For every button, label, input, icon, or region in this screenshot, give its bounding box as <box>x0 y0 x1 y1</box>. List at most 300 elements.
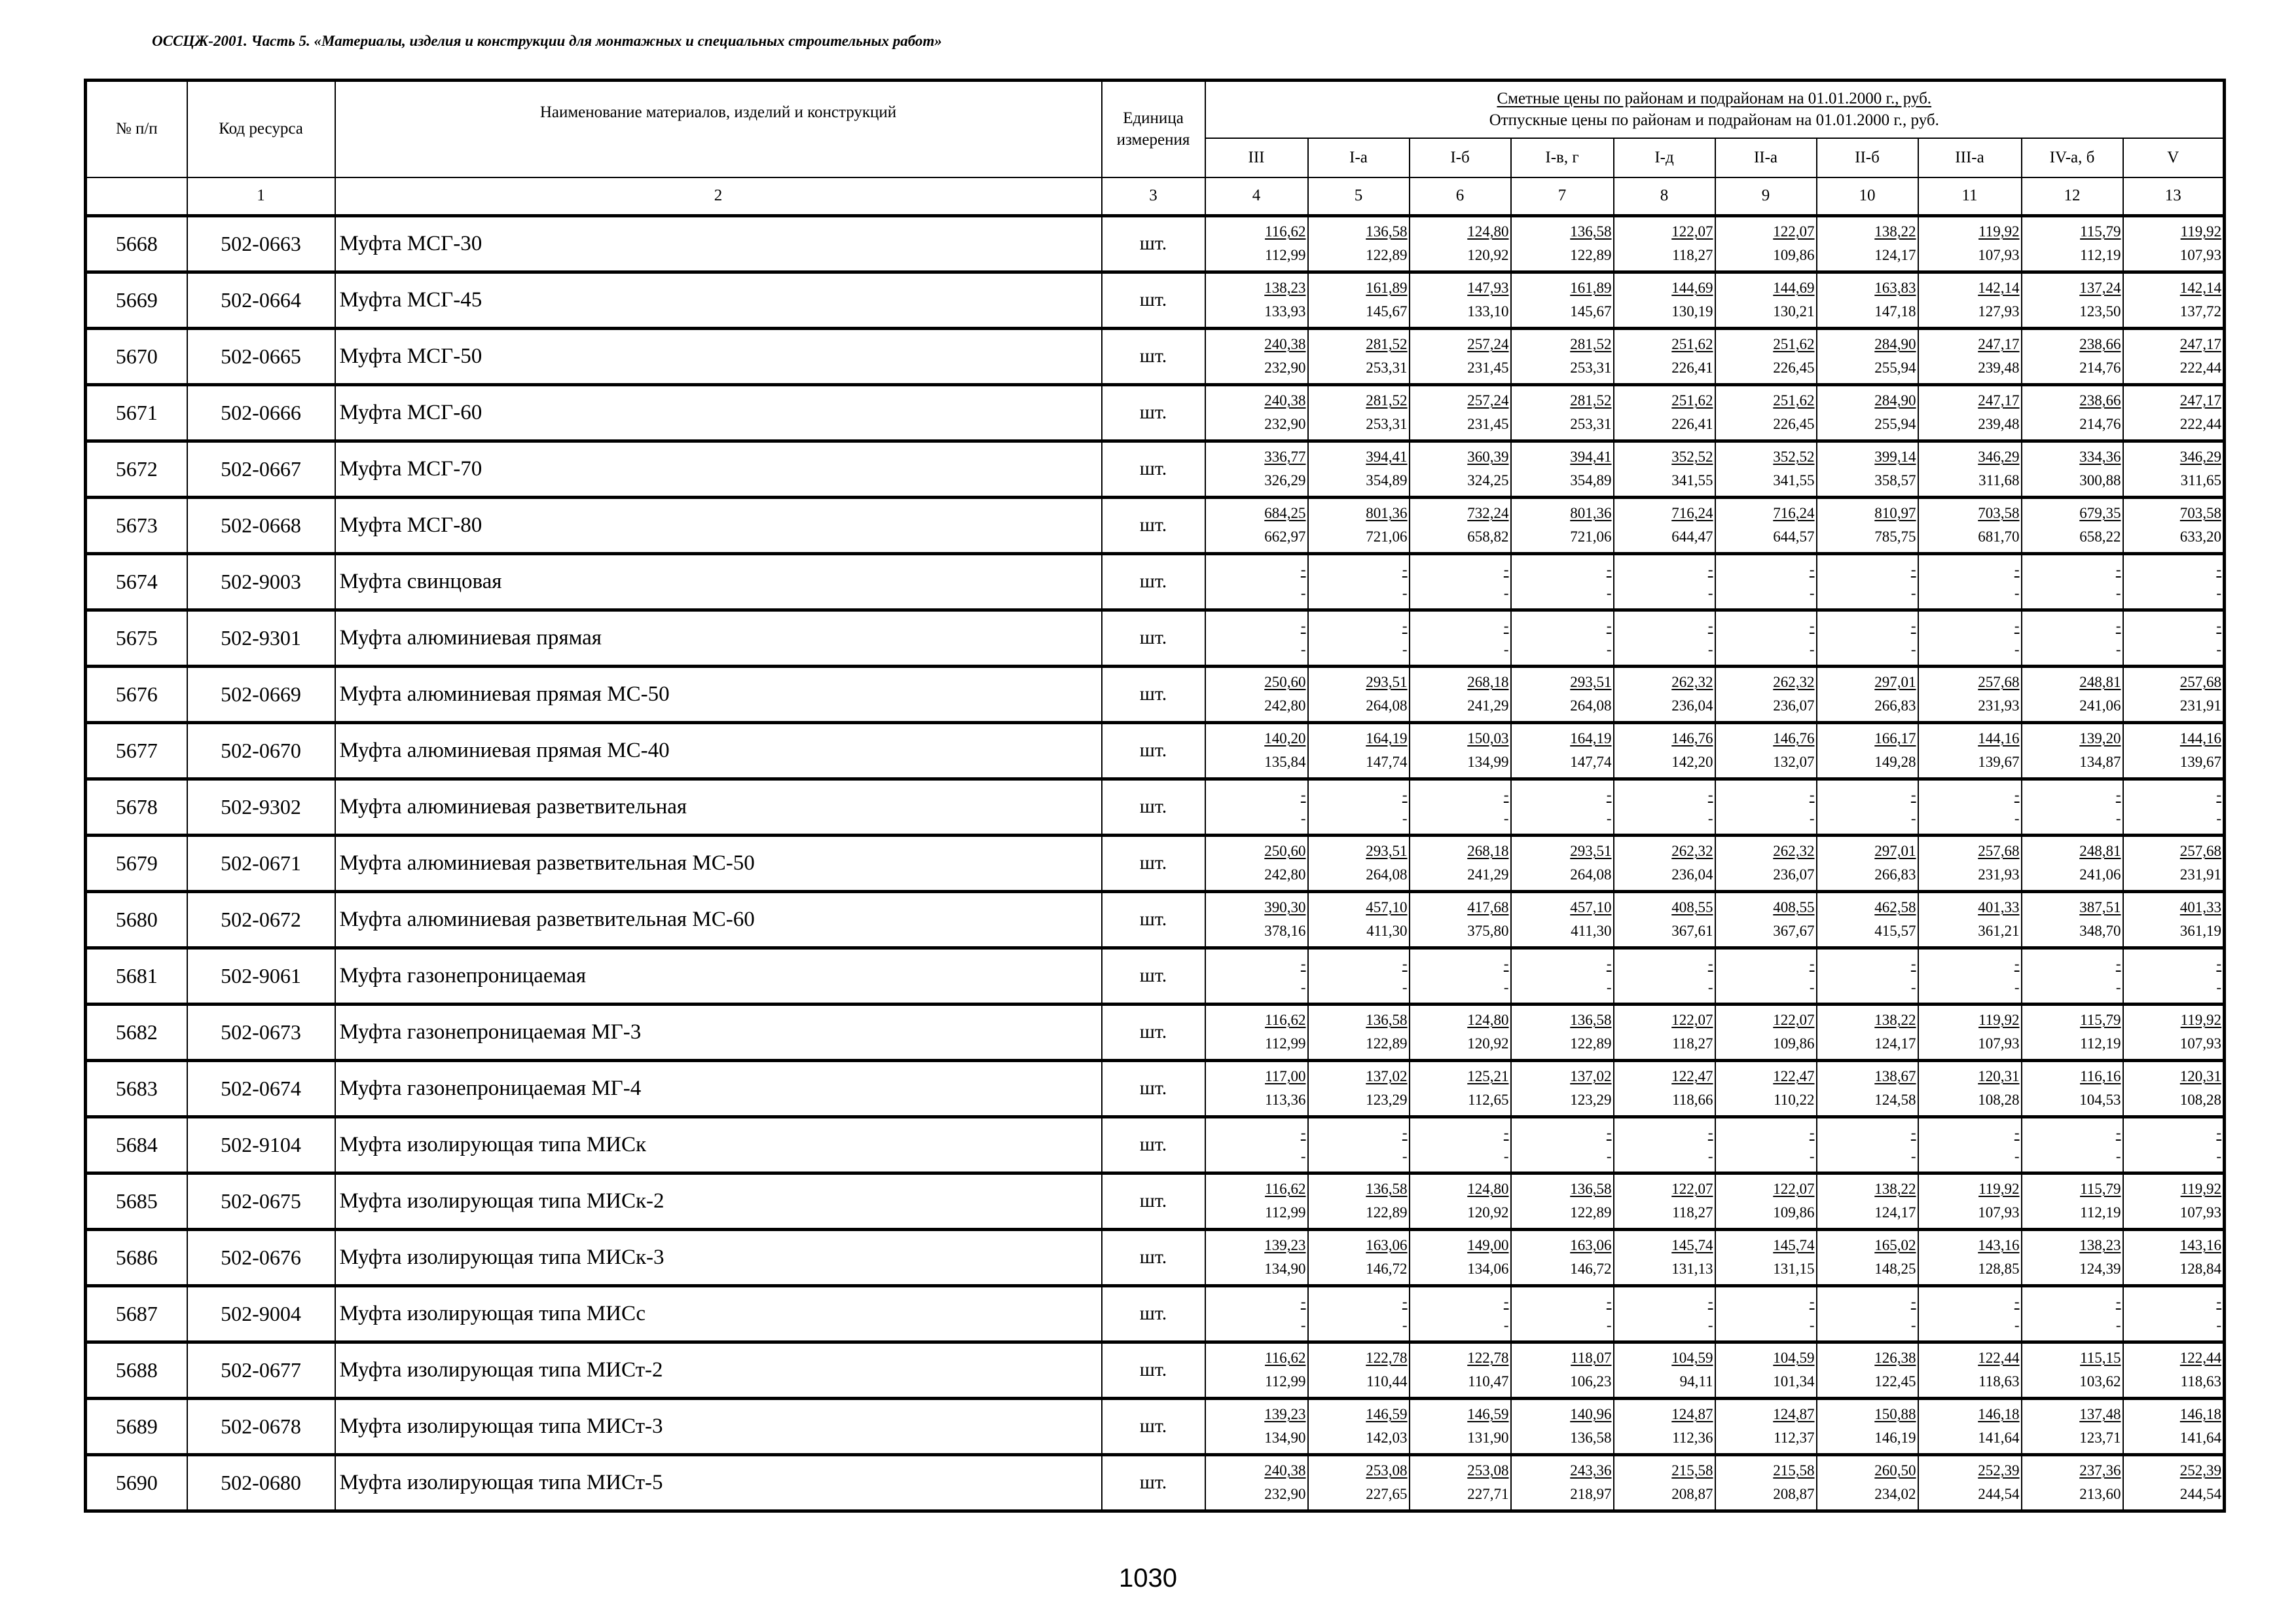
estimate-price: 164,19 <box>1570 730 1612 747</box>
price-cell <box>1511 328 1614 384</box>
release-price: 255,94 <box>1874 416 1916 432</box>
price-cell <box>2123 1004 2225 1060</box>
release-price: 130,21 <box>1773 303 1815 320</box>
release-price: 149,28 <box>1874 754 1916 770</box>
estimate-price: - <box>2014 1124 2020 1141</box>
estimate-price: - <box>1503 955 1509 972</box>
price-cell <box>2123 948 2225 1004</box>
material-name: Муфта алюминиевая разветвительная МС-60 <box>335 891 1102 948</box>
release-price: 253,31 <box>1366 360 1408 376</box>
release-price: - <box>2115 585 2121 601</box>
price-cell <box>2123 666 2225 722</box>
price-cell <box>1410 272 1511 328</box>
release-price: 134,99 <box>1467 754 1509 770</box>
release-price: - <box>1910 641 1916 657</box>
price-cell <box>1715 722 1817 779</box>
price-cell <box>2022 1285 2123 1342</box>
estimate-price: 136,58 <box>1366 223 1408 240</box>
estimate-price: 122,44 <box>1978 1350 2020 1366</box>
price-cell <box>1205 384 1308 441</box>
estimate-price: 138,23 <box>1264 280 1306 296</box>
release-price: 226,41 <box>1671 360 1713 376</box>
estimate-price: 122,07 <box>1773 1181 1815 1197</box>
release-price: 222,44 <box>2179 416 2222 432</box>
price-cell <box>1511 835 1614 891</box>
release-price: - <box>1809 810 1815 826</box>
price-title-release: Отпускные цены по районам и подрайонам на 01.01.2000 г., руб. <box>1489 111 1939 130</box>
estimate-price: 104,59 <box>1671 1350 1713 1366</box>
price-cell <box>1817 610 1918 666</box>
estimate-price: 250,60 <box>1264 674 1306 690</box>
price-cell <box>1511 1454 1614 1511</box>
price-cell <box>1817 1229 1918 1285</box>
price-cell <box>1918 553 2022 610</box>
price-cell <box>1410 1454 1511 1511</box>
estimate-price: 116,62 <box>1265 1350 1306 1366</box>
release-price: 122,89 <box>1570 247 1612 263</box>
estimate-price: 457,10 <box>1366 899 1408 915</box>
release-price: 122,89 <box>1366 247 1408 263</box>
release-price: - <box>2216 585 2222 601</box>
price-cell <box>1614 497 1715 553</box>
release-price: 109,86 <box>1773 1035 1815 1052</box>
estimate-price: - <box>1300 561 1306 578</box>
estimate-price: 401,33 <box>2179 899 2222 915</box>
release-price: 232,90 <box>1264 416 1306 432</box>
material-name: Муфта газонепроницаемая <box>335 948 1102 1004</box>
price-cell <box>1410 1060 1511 1116</box>
price-cell <box>1614 384 1715 441</box>
unit-of-measure: шт. <box>1102 1398 1205 1454</box>
estimate-price: 268,18 <box>1467 674 1509 690</box>
estimate-price: 243,36 <box>1570 1462 1612 1479</box>
price-cell <box>1308 891 1410 948</box>
price-cell <box>1308 835 1410 891</box>
estimate-price: 394,41 <box>1366 449 1408 465</box>
price-cell <box>1614 1454 1715 1511</box>
column-number-cell: 1 <box>187 177 335 216</box>
resource-code: 502-0674 <box>187 1060 335 1116</box>
material-name: Муфта свинцовая <box>335 553 1102 610</box>
release-price: - <box>1402 1317 1408 1333</box>
material-name: Муфта алюминиевая разветвительная <box>335 779 1102 835</box>
estimate-price: 252,39 <box>1978 1462 2020 1479</box>
release-price: 244,54 <box>2179 1486 2222 1502</box>
release-price: 107,93 <box>2179 247 2222 263</box>
price-cell <box>1614 891 1715 948</box>
release-price: 236,07 <box>1773 866 1815 883</box>
price-cell <box>1511 1398 1614 1454</box>
price-cell <box>1614 1229 1715 1285</box>
row-number: 5670 <box>86 328 187 384</box>
estimate-price: - <box>1606 786 1612 803</box>
price-cell <box>2022 272 2123 328</box>
price-cell <box>1817 272 1918 328</box>
estimate-price: - <box>1503 618 1509 634</box>
price-cell <box>1817 1116 1918 1173</box>
table-row <box>86 666 2225 722</box>
table-row <box>86 1454 2225 1511</box>
price-cell <box>2022 1454 2123 1511</box>
table-row <box>86 215 2225 272</box>
unit-of-measure: шт. <box>1102 666 1205 722</box>
estimate-price: - <box>2014 618 2020 634</box>
release-price: - <box>1402 1148 1408 1164</box>
release-price: 244,54 <box>1978 1486 2020 1502</box>
column-number-row <box>86 177 2225 216</box>
estimate-price: - <box>1809 561 1815 578</box>
release-price: - <box>1402 979 1408 995</box>
release-price: 311,65 <box>2180 472 2222 489</box>
column-number-cell: 13 <box>2123 177 2225 216</box>
unit-of-measure: шт. <box>1102 1173 1205 1229</box>
estimate-price: 124,80 <box>1467 1181 1509 1197</box>
price-cell <box>1205 272 1308 328</box>
price-cell <box>1308 1173 1410 1229</box>
price-cell <box>2022 1173 2123 1229</box>
estimate-price: 293,51 <box>1570 843 1612 859</box>
price-cell <box>1918 666 2022 722</box>
release-price: 132,07 <box>1773 754 1815 770</box>
release-price: - <box>1809 585 1815 601</box>
release-price: 123,29 <box>1366 1092 1408 1108</box>
estimate-price: - <box>1707 1293 1713 1310</box>
price-cell <box>1918 441 2022 497</box>
unit-of-measure: шт. <box>1102 1116 1205 1173</box>
release-price: 133,10 <box>1467 303 1509 320</box>
region-header: III-а <box>1918 138 2022 177</box>
table-row <box>86 948 2225 1004</box>
release-price: - <box>1910 979 1916 995</box>
release-price: - <box>1809 1148 1815 1164</box>
resource-code: 502-0665 <box>187 328 335 384</box>
price-cell <box>1715 1285 1817 1342</box>
price-cell <box>1918 1342 2022 1398</box>
estimate-price: 462,58 <box>1874 899 1916 915</box>
estimate-price: - <box>1809 1293 1815 1310</box>
release-price: 375,80 <box>1467 923 1509 939</box>
release-price: 145,67 <box>1366 303 1408 320</box>
estimate-price: 142,14 <box>2179 280 2222 296</box>
material-name: Муфта изолирующая типа МИСт-3 <box>335 1398 1102 1454</box>
release-price: 232,90 <box>1264 360 1306 376</box>
estimate-price: 137,48 <box>2079 1406 2121 1422</box>
estimate-price: - <box>1300 955 1306 972</box>
estimate-price: - <box>1402 955 1408 972</box>
estimate-price: 262,32 <box>1773 843 1815 859</box>
release-price: 227,71 <box>1467 1486 1509 1502</box>
price-cell <box>1918 779 2022 835</box>
column-number-cell: 6 <box>1410 177 1511 216</box>
release-price: 147,74 <box>1570 754 1612 770</box>
price-cell <box>2123 1342 2225 1398</box>
estimate-price: 119,92 <box>2180 1012 2222 1028</box>
estimate-price: 703,58 <box>1978 505 2020 521</box>
price-cell <box>2123 553 2225 610</box>
price-cell <box>1511 948 1614 1004</box>
estimate-price: 146,18 <box>2179 1406 2222 1422</box>
price-cell <box>1308 948 1410 1004</box>
unit-of-measure: шт. <box>1102 497 1205 553</box>
release-price: 122,89 <box>1570 1204 1612 1221</box>
price-cell <box>1511 1342 1614 1398</box>
price-cell <box>1511 722 1614 779</box>
price-cell <box>1715 215 1817 272</box>
release-price: 721,06 <box>1366 528 1408 545</box>
release-price: 341,55 <box>1671 472 1713 489</box>
estimate-price: - <box>1910 955 1916 972</box>
estimate-price: 248,81 <box>2079 674 2121 690</box>
estimate-price: 137,24 <box>2079 280 2121 296</box>
row-number: 5684 <box>86 1116 187 1173</box>
table-row <box>86 1173 2225 1229</box>
estimate-price: 251,62 <box>1671 392 1713 409</box>
release-price: 118,27 <box>1672 1204 1713 1221</box>
column-number-cell: 12 <box>2022 177 2123 216</box>
release-price: 226,41 <box>1671 416 1713 432</box>
unit-of-measure: шт. <box>1102 441 1205 497</box>
estimate-price: 284,90 <box>1874 392 1916 409</box>
release-price: 113,36 <box>1265 1092 1306 1108</box>
release-price: 148,25 <box>1874 1261 1916 1277</box>
estimate-price: 360,39 <box>1467 449 1509 465</box>
release-price: 123,50 <box>2079 303 2121 320</box>
price-cell <box>2022 328 2123 384</box>
price-cell <box>1410 1116 1511 1173</box>
release-price: 104,53 <box>2079 1092 2121 1108</box>
estimate-price: 136,58 <box>1570 1012 1612 1028</box>
price-cell <box>1715 1173 1817 1229</box>
release-price: - <box>1503 979 1509 995</box>
release-price: 106,23 <box>1570 1373 1612 1390</box>
estimate-price: 390,30 <box>1264 899 1306 915</box>
release-price: 264,08 <box>1366 866 1408 883</box>
price-cell <box>1918 1116 2022 1173</box>
price-cell <box>1511 1229 1614 1285</box>
estimate-price: 334,36 <box>2079 449 2121 465</box>
release-price: - <box>2115 1317 2121 1333</box>
region-header: II-а <box>1715 138 1817 177</box>
price-cell <box>1511 497 1614 553</box>
estimate-price: 124,87 <box>1671 1406 1713 1422</box>
release-price: 354,89 <box>1366 472 1408 489</box>
region-header: V <box>2123 138 2225 177</box>
release-price: 324,25 <box>1467 472 1509 489</box>
estimate-price: 116,62 <box>1265 1181 1306 1197</box>
release-price: 112,19 <box>2080 1035 2121 1052</box>
estimate-price: 250,60 <box>1264 843 1306 859</box>
estimate-price: 143,16 <box>2179 1237 2222 1253</box>
estimate-price: 801,36 <box>1366 505 1408 521</box>
price-cell <box>1817 1285 1918 1342</box>
estimate-price: - <box>2014 561 2020 578</box>
price-cell <box>1715 891 1817 948</box>
price-cell <box>1410 1398 1511 1454</box>
release-price: 134,87 <box>2079 754 2121 770</box>
document-header: ОССЦЖ-2001. Часть 5. «Материалы, изделия и конструкции для монтажных и специальных строительных работ» <box>152 33 942 49</box>
release-price: 130,19 <box>1671 303 1713 320</box>
unit-of-measure: шт. <box>1102 1285 1205 1342</box>
estimate-price: - <box>1809 955 1815 972</box>
release-price: 123,71 <box>2079 1430 2121 1446</box>
price-cell <box>2123 1285 2225 1342</box>
price-cell <box>1715 610 1817 666</box>
release-price: 361,21 <box>1978 923 2020 939</box>
estimate-price: 119,92 <box>1978 223 2020 240</box>
estimate-price: 257,68 <box>1978 843 2020 859</box>
estimate-price: 138,67 <box>1874 1068 1916 1084</box>
price-cell <box>1918 1454 2022 1511</box>
price-cell <box>1410 666 1511 722</box>
price-cell <box>2022 1060 2123 1116</box>
release-price: - <box>1707 641 1713 657</box>
table-row <box>86 497 2225 553</box>
release-price: 367,61 <box>1671 923 1713 939</box>
estimate-price: 122,47 <box>1773 1068 1815 1084</box>
release-price: - <box>1503 585 1509 601</box>
region-header: I-в, г <box>1511 138 1614 177</box>
price-cell <box>1614 666 1715 722</box>
estimate-price: 143,16 <box>1978 1237 2020 1253</box>
release-price: 231,91 <box>2179 697 2222 714</box>
release-price: 118,66 <box>1672 1092 1713 1108</box>
table-row <box>86 272 2225 328</box>
resource-code: 502-0673 <box>187 1004 335 1060</box>
release-price: 112,99 <box>1265 1035 1306 1052</box>
estimate-price: 144,16 <box>2179 730 2222 747</box>
unit-of-measure: шт. <box>1102 891 1205 948</box>
estimate-price: 122,07 <box>1671 1012 1713 1028</box>
release-price: - <box>1910 585 1916 601</box>
release-price: - <box>1910 1148 1916 1164</box>
release-price: 142,20 <box>1671 754 1713 770</box>
table-row <box>86 891 2225 948</box>
price-cell <box>1817 891 1918 948</box>
release-price: 108,28 <box>1978 1092 2020 1108</box>
resource-code: 502-0663 <box>187 215 335 272</box>
estimate-price: 137,02 <box>1570 1068 1612 1084</box>
estimate-price: 679,35 <box>2079 505 2121 521</box>
release-price: 264,08 <box>1570 866 1612 883</box>
price-cell <box>1817 779 1918 835</box>
price-cell <box>1715 272 1817 328</box>
release-price: - <box>1707 1317 1713 1333</box>
release-price: 118,27 <box>1672 247 1713 263</box>
price-cell <box>1410 1285 1511 1342</box>
release-price: - <box>1503 1317 1509 1333</box>
estimate-price: 257,68 <box>2179 843 2222 859</box>
estimate-price: 122,47 <box>1671 1068 1713 1084</box>
price-cell <box>1614 1173 1715 1229</box>
price-cell <box>1715 497 1817 553</box>
price-cell <box>1817 328 1918 384</box>
release-price: - <box>2216 1317 2222 1333</box>
price-cell <box>1817 553 1918 610</box>
price-cell <box>1205 948 1308 1004</box>
release-price: 127,93 <box>1978 303 2020 320</box>
row-number: 5681 <box>86 948 187 1004</box>
row-number: 5677 <box>86 722 187 779</box>
price-cell <box>2022 666 2123 722</box>
release-price: 348,70 <box>2079 923 2121 939</box>
unit-of-measure: шт. <box>1102 1342 1205 1398</box>
estimate-price: 122,44 <box>2179 1350 2222 1366</box>
price-cell <box>1205 722 1308 779</box>
release-price: 644,47 <box>1671 528 1713 545</box>
table-row <box>86 1229 2225 1285</box>
column-number-cell: 4 <box>1205 177 1308 216</box>
resource-code: 502-9004 <box>187 1285 335 1342</box>
price-cell <box>1410 441 1511 497</box>
release-price: 131,90 <box>1467 1430 1509 1446</box>
row-number: 5680 <box>86 891 187 948</box>
resource-code: 502-9302 <box>187 779 335 835</box>
estimate-price: 801,36 <box>1570 505 1612 521</box>
price-group-header <box>1205 81 2225 138</box>
price-cell <box>1308 1060 1410 1116</box>
release-price: 241,29 <box>1467 697 1509 714</box>
row-number: 5673 <box>86 497 187 553</box>
estimate-price: 163,83 <box>1874 280 1916 296</box>
estimate-price: 142,14 <box>1978 280 2020 296</box>
release-price: 239,48 <box>1978 416 2020 432</box>
price-cell <box>1205 1229 1308 1285</box>
release-price: - <box>1707 585 1713 601</box>
release-price: 112,99 <box>1265 1373 1306 1390</box>
price-cell <box>1715 666 1817 722</box>
price-cell <box>1715 1454 1817 1511</box>
price-cell <box>1817 1398 1918 1454</box>
release-price: 785,75 <box>1874 528 1916 545</box>
column-number-cell: 2 <box>335 177 1102 216</box>
table-row <box>86 722 2225 779</box>
price-cell <box>1410 1342 1511 1398</box>
release-price: - <box>2115 1148 2121 1164</box>
price-cell <box>2123 722 2225 779</box>
price-cell <box>1511 441 1614 497</box>
price-cell <box>2022 441 2123 497</box>
release-price: 241,06 <box>2079 866 2121 883</box>
price-cell <box>1308 215 1410 272</box>
price-cell <box>1918 328 2022 384</box>
material-name: Муфта алюминиевая прямая МС-40 <box>335 722 1102 779</box>
unit-of-measure: шт. <box>1102 1060 1205 1116</box>
price-cell <box>1511 610 1614 666</box>
estimate-price: 257,68 <box>2179 674 2222 690</box>
release-price: 231,45 <box>1467 416 1509 432</box>
price-cell <box>1614 272 1715 328</box>
unit-of-measure: шт. <box>1102 328 1205 384</box>
price-cell <box>1918 722 2022 779</box>
release-price: 411,30 <box>1571 923 1612 939</box>
row-number: 5668 <box>86 215 187 272</box>
estimate-price: - <box>1809 618 1815 634</box>
material-name: Муфта алюминиевая прямая <box>335 610 1102 666</box>
release-price: 326,29 <box>1264 472 1306 489</box>
estimate-price: 147,93 <box>1467 280 1509 296</box>
price-cell <box>1205 1398 1308 1454</box>
price-cell <box>2123 779 2225 835</box>
row-number: 5671 <box>86 384 187 441</box>
estimate-price: 117,00 <box>1265 1068 1306 1084</box>
price-cell <box>1308 1004 1410 1060</box>
price-cell <box>1511 1285 1614 1342</box>
price-cell <box>1614 948 1715 1004</box>
estimate-price: - <box>2115 786 2121 803</box>
estimate-price: - <box>1910 561 1916 578</box>
estimate-price: - <box>1300 1293 1306 1310</box>
release-price: 358,57 <box>1874 472 1916 489</box>
